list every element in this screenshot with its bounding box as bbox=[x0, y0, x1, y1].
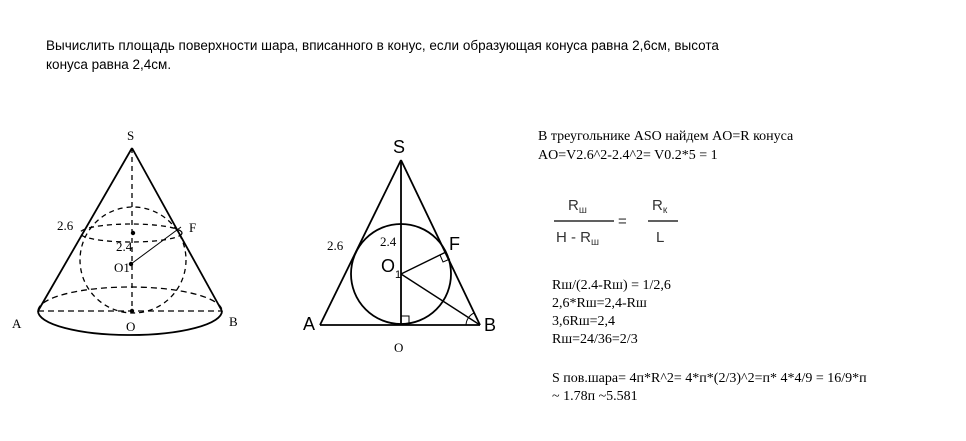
fig2-label-f: F bbox=[449, 234, 460, 254]
solution-approx: ~ 1.78п ~5.581 bbox=[552, 389, 638, 404]
fig2-height-label: 2.4 bbox=[380, 234, 397, 249]
formula-equals: = bbox=[618, 213, 627, 230]
fig2-label-o1-main: O bbox=[381, 256, 396, 276]
fig2-label-b: B bbox=[484, 315, 497, 335]
fig1-height-label: 2.4 bbox=[116, 239, 133, 254]
fig1-label-f: F bbox=[189, 220, 197, 235]
formula-left-denominator: H - $R_ш$ bbox=[556, 229, 600, 248]
fig2-label-s: S bbox=[393, 137, 406, 157]
formula-right-numerator: $R_к$ bbox=[652, 197, 668, 216]
fig1-label-o1: O1 bbox=[114, 260, 130, 275]
problem-line-1: Вычислить площадь поверхности шара, вписанного в конус, если образующая конуса равна 2,6см, высота bbox=[46, 38, 719, 53]
solution-line-2: AO=V2.6^2-2.4^2= V0.2*5 = 1 bbox=[538, 148, 718, 163]
solution-line-1: В треугольнике ASO найдем AO=R конуса bbox=[538, 129, 794, 144]
solution-step-4: Rш=24/36=2/3 bbox=[552, 332, 638, 347]
solution-step-3: 3,6Rш=2,4 bbox=[552, 314, 616, 329]
fig1-generatrix-label: 2.6 bbox=[57, 218, 74, 233]
fig1-label-s: S bbox=[127, 128, 135, 143]
problem-line-2: конуса равна 2,4см. bbox=[46, 57, 172, 72]
fig1-label-b: B bbox=[229, 314, 238, 329]
solution-step-2: 2,6*Rш=2,4-Rш bbox=[552, 296, 647, 311]
fig2-label-a: A bbox=[303, 314, 316, 334]
formula-left-numerator: $R_ш$ bbox=[568, 197, 587, 216]
fig2-label-o1-sub: 1 bbox=[395, 269, 402, 281]
fig2-label-o: O bbox=[394, 340, 404, 355]
fig1-label-o: O bbox=[126, 319, 136, 334]
fig1-label-a: A bbox=[12, 316, 22, 331]
formula-right-denominator: L bbox=[656, 229, 665, 246]
fig2-generatrix-label: 2.6 bbox=[327, 238, 344, 253]
solution-step-1: Rш/(2.4-Rш) = 1/2,6 bbox=[552, 278, 671, 293]
solution-area: S пов.шара= 4п*R^2= 4*п*(2/3)^2=п* 4*4/9 = 16/9*п bbox=[552, 371, 867, 386]
